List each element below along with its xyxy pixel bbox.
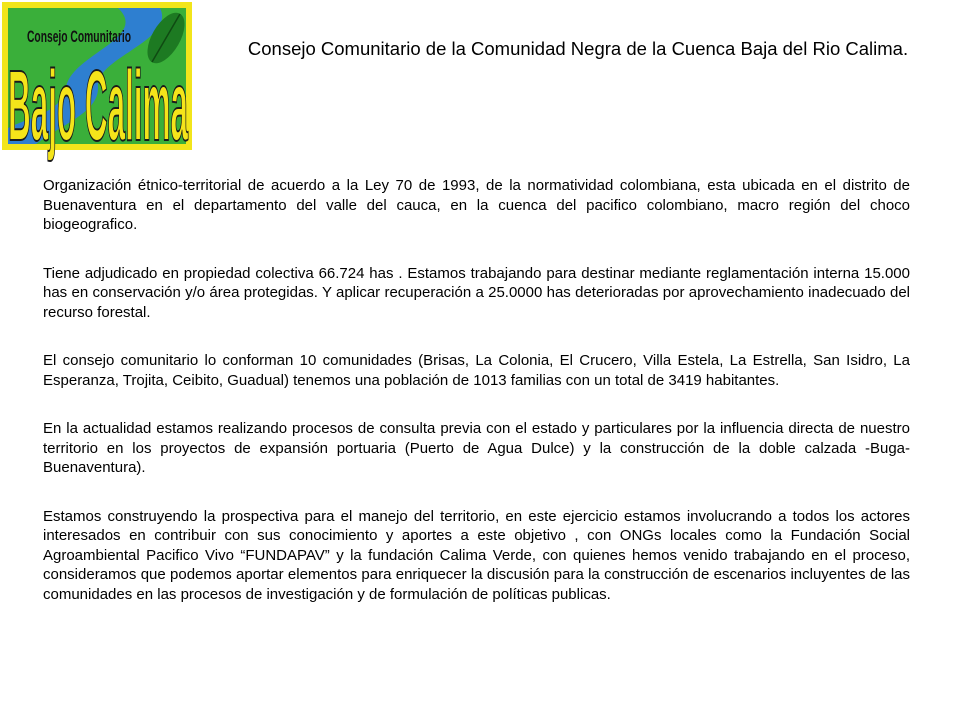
- paragraph-prospective: Estamos construyendo la prospectiva para el manejo del territorio, en este ejercicio estamos involucrando a todos los actores interesados en contribuir con sus conocimiento y aportes a este objetivo , con ONGs locales como la Fundación Social Agroambiental Pacifico Vivo “FUNDAPAV” y la fundación Calima Verde, con quienes hemos venido trabajando en el proceso, consideramos que podemos aportar elementos para enriquecer la discusión para la construcción de escenarios incluyentes de las comunidades en las procesos de investigación y de formulación de políticas publicas.: [43, 507, 910, 603]
- paragraph-communities: El consejo comunitario lo conforman 10 comunidades (Brisas, La Colonia, El Crucero, Villa Estela, La Estrella, San Isidro, La Esperanza, Trojita, Ceibito, Guadual) tenemos una población de 1013 familias con un total de 3419 habitantes.: [43, 352, 910, 389]
- logo-top-text: Consejo Comunitario: [27, 27, 131, 46]
- logo-main-text: Bajo Calima: [8, 50, 189, 162]
- paragraph-territory: Tiene adjudicado en propiedad colectiva 66.724 has . Estamos trabajando para destinar mediante reglamentación interna 15.000 has en conservación y/o área protegidas. Y aplicar recuperación a 25.0000 has deterioradas por aprovechamiento inadecuado del recurso forestal.: [43, 264, 910, 321]
- slide-body: [43, 176, 910, 633]
- paragraph-organization: Organización étnico-territorial de acuerdo a la Ley 70 de 1993, de la normatividad colombiana, esta ubicada en el distrito de Buenaventura en el departamento del valle del cauca, en la cuenca del pacifico colombiano, macro región del choco biogeografico.: [43, 177, 910, 233]
- slide-title: Consejo Comunitario de la Comunidad Negra de la Cuenca Baja del Rio Calima.: [247, 38, 909, 59]
- paragraph-consultation: En la actualidad estamos realizando procesos de consulta previa con el estado y particulares por la influencia directa de nuestro territorio en los proyectos de expansión portuaria (Puerto de Agua Dulce) y la construcción de la doble calzada -Buga- Buenaventura).: [43, 420, 910, 476]
- bajo-calima-logo: [0, 0, 196, 170]
- logo-graphic: [0, 0, 196, 170]
